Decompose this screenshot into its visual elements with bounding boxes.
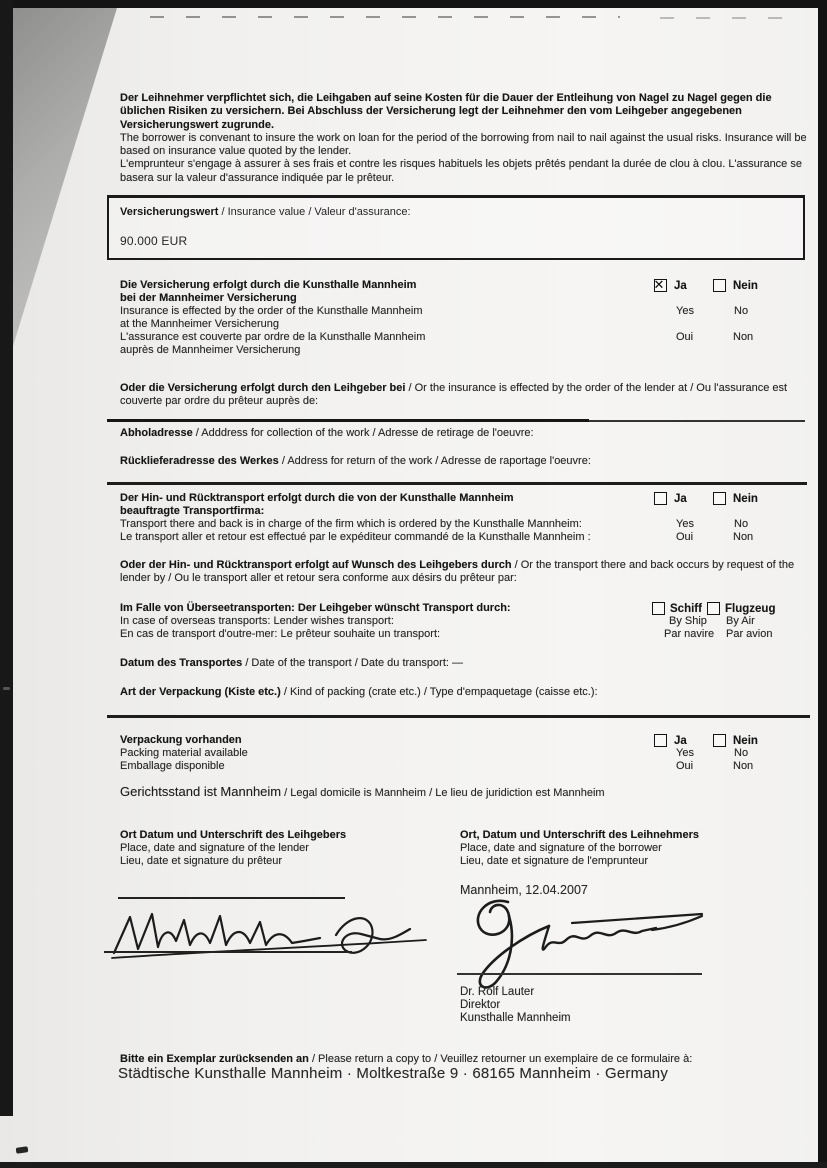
transport-de1: Der Hin- und Rücktransport erfolgt durch die von der Kunsthalle Mannheim bbox=[120, 492, 514, 504]
packing-kind-de: Art der Verpackung (Kiste etc.) bbox=[120, 686, 281, 698]
overseas-byship-label: By Ship bbox=[669, 615, 707, 627]
jurisdiction-rest: / Legal domicile is Mannheim / Le lieu de juridiction est Mannheim bbox=[281, 787, 605, 799]
divider-line-heavy bbox=[107, 419, 589, 423]
checkbox-label: Schiff bbox=[670, 602, 702, 615]
lender-sig-header-de: Ort Datum und Unterschrift des Leihgebers bbox=[120, 829, 347, 841]
insurance-no-label: No bbox=[734, 305, 749, 317]
or-transport-rest: / Or the transport there and back occurs by request of the lender by / Ou le transport aller et retour sera conforme aux désirs du prêteur par: bbox=[120, 559, 795, 585]
checkbox-label: Nein bbox=[733, 492, 758, 505]
checkbox-label: Ja bbox=[674, 734, 687, 747]
borrower-signature bbox=[452, 890, 714, 990]
scan-artifact bbox=[16, 1146, 29, 1154]
overseas-paravion-label: Par avion bbox=[726, 628, 773, 640]
insurance-value-box bbox=[107, 195, 805, 260]
checkbox-label: Ja bbox=[674, 279, 687, 292]
overseas-checkbox-schiff[interactable] bbox=[652, 602, 702, 615]
scan-artifact bbox=[150, 16, 620, 18]
lender-sig-header-en: Place, date and signature of the lender bbox=[120, 842, 309, 854]
insurance-yes-label: Yes bbox=[676, 305, 694, 317]
transport-date-line bbox=[120, 657, 463, 670]
scan-edge-right bbox=[818, 0, 827, 1168]
insurance-checkbox-ja[interactable] bbox=[654, 279, 687, 292]
lender-signature bbox=[108, 901, 498, 965]
intro-text-de: Der Leihnehmer verpflichtet sich, die Leihgaben auf seine Kosten für die Dauer der Entleihung von Nagel zu Nagel gegen die üblichen Risiken zu versichern. Bei Abschluss der Versicherung legt der Leihnehmer den vom Leihgeber angegebenen Versicherungswert zugrunde. bbox=[120, 92, 772, 131]
borrower-signature-line bbox=[457, 973, 702, 975]
borrower-sig-header-en: Place, date and signature of the borrower bbox=[460, 842, 662, 854]
packing-oui-label: Oui bbox=[676, 760, 694, 772]
checkbox-icon bbox=[713, 492, 726, 505]
transport-checkbox-ja[interactable] bbox=[654, 492, 687, 505]
borrower-name: Dr. Rolf Lauter bbox=[460, 986, 535, 998]
lender-sig-header-fr: Lieu, date et signature du prêteur bbox=[120, 855, 283, 867]
insurance-value-label-rest: / Insurance value / Valeur d'assurance: bbox=[218, 206, 411, 218]
transport-oui-label: Oui bbox=[676, 531, 694, 543]
lender-signature-line bbox=[104, 951, 352, 953]
transport-date-de: Datum des Transportes bbox=[120, 657, 243, 669]
jurisdiction-de: Gerichtsstand ist Mannheim bbox=[120, 784, 282, 799]
checkbox-icon bbox=[654, 279, 667, 292]
overseas-en: In case of overseas transports: Lender wishes transport: bbox=[120, 615, 394, 627]
insurance-by-de1: Die Versicherung erfolgt durch die Kunsthalle Mannheim bbox=[120, 279, 417, 291]
insurance-checkbox-nein[interactable] bbox=[713, 279, 758, 292]
divider-line bbox=[107, 715, 810, 718]
checkbox-label: Flugzeug bbox=[725, 602, 776, 615]
borrower-sig-header-fr: Lieu, date et signature de l'emprunteur bbox=[460, 855, 648, 867]
transport-fr: Le transport aller et retour est effectué par le expéditeur commandé de la Kunsthalle Mannheim : bbox=[120, 531, 591, 543]
checkbox-icon bbox=[707, 602, 720, 615]
checkbox-label: Nein bbox=[733, 734, 758, 747]
insurance-by-fr2: auprès de Mannheimer Versicherung bbox=[120, 344, 301, 356]
packing-yes-label: Yes bbox=[676, 747, 694, 759]
packing-available-fr: Emballage disponible bbox=[120, 760, 225, 772]
borrower-sig-header-de: Ort, Datum und Unterschrift des Leihnehmers bbox=[460, 829, 699, 841]
overseas-parnavire-label: Par navire bbox=[664, 628, 715, 640]
scan-artifact bbox=[3, 687, 10, 690]
transport-no-label: No bbox=[734, 518, 749, 530]
insurance-non-label: Non bbox=[733, 331, 754, 343]
insurance-value-amount: 90.000 EUR bbox=[120, 234, 188, 248]
scan-edge-top bbox=[0, 0, 827, 8]
overseas-de: Im Falle von Überseetransporten: Der Leihgeber wünscht Transport durch: bbox=[120, 602, 511, 614]
or-transport-de: Oder der Hin- und Rücktransport erfolgt auf Wunsch des Leihgebers durch bbox=[120, 559, 512, 571]
or-insurance-rest: / Or the insurance is effected by the order of the lender at / Ou l'assurance est couverte par ordre du prêteur auprès de: bbox=[120, 382, 788, 408]
overseas-byair-label: By Air bbox=[726, 615, 755, 627]
insurance-value-label bbox=[120, 206, 411, 218]
insurance-by-en1: Insurance is effected by the order of the Kunsthalle Mannheim bbox=[120, 305, 423, 317]
packing-no-label: No bbox=[734, 747, 749, 759]
intro-text-fr: L'emprunteur s'engage à assurer à ses frais et contre les risques habituels les objets prêtés pendant la durée de clou à clou. L'assurance se basera sur la valeur d'assurance indiquée par le prêteur. bbox=[120, 158, 802, 184]
footer-note-rest: / Please return a copy to / Veuillez retourner un exemplaire de ce formulaire à: bbox=[308, 1053, 693, 1065]
transport-non-label: Non bbox=[733, 531, 754, 543]
footer-note-de: Bitte ein Exemplar zurücksenden an bbox=[120, 1053, 309, 1065]
or-transport-paragraph bbox=[120, 559, 815, 586]
pickup-address-de: Abholadresse bbox=[120, 427, 193, 439]
scan-edge-left bbox=[0, 0, 13, 1116]
transport-yes-label: Yes bbox=[676, 518, 694, 530]
borrower-place-date: Mannheim, 12.04.2007 bbox=[460, 883, 588, 897]
return-address-de: Rücklieferadresse des Werkes bbox=[120, 455, 279, 467]
checkbox-label: Nein bbox=[733, 279, 758, 292]
checkbox-icon bbox=[654, 734, 667, 747]
packing-kind-rest: / Kind of packing (crate etc.) / Type d'empaquetage (caisse etc.): bbox=[280, 686, 598, 698]
transport-en: Transport there and back is in charge of the firm which is ordered by the Kunsthalle Mannheim: bbox=[120, 518, 582, 530]
or-insurance-de: Oder die Versicherung erfolgt durch den Leihgeber bei bbox=[120, 382, 406, 394]
scan-artifact bbox=[660, 17, 785, 19]
checkbox-icon bbox=[654, 492, 667, 505]
transport-de2: beauftragte Transportfirma: bbox=[120, 505, 265, 517]
intro-text-en: The borrower is convenant to insure the work on loan for the period of the borrowing from nail to nail against the usual risks. Insurance will be based on insurance value quoted by the lender. bbox=[120, 131, 807, 158]
packing-checkbox-ja[interactable] bbox=[654, 734, 687, 747]
checkbox-icon bbox=[652, 602, 665, 615]
packing-available-de: Verpackung vorhanden bbox=[120, 734, 242, 746]
insurance-by-fr1: L'assurance est couverte par ordre de la Kunsthalle Mannheim bbox=[120, 331, 426, 343]
insurance-oui-label: Oui bbox=[676, 331, 694, 343]
pickup-address-rest: / Adddress for collection of the work / Adresse de retirage de l'oeuvre: bbox=[192, 427, 534, 439]
footer-return-address: Städtische Kunsthalle Mannheim · Moltkestraße 9 · 68165 Mannheim · Germany bbox=[118, 1065, 669, 1082]
page-corner-fold bbox=[13, 8, 117, 346]
return-address-line bbox=[120, 455, 591, 468]
pickup-address-line bbox=[120, 427, 534, 440]
overseas-checkbox-flugzeug[interactable] bbox=[707, 602, 775, 615]
checkbox-icon bbox=[713, 279, 726, 292]
borrower-org: Kunsthalle Mannheim bbox=[460, 1012, 571, 1024]
insurance-by-en2: at the Mannheimer Versicherung bbox=[120, 318, 279, 330]
jurisdiction-line bbox=[120, 785, 605, 800]
packing-kind-line bbox=[120, 686, 598, 699]
scan-edge-bottom bbox=[0, 1162, 827, 1168]
insurance-by-de2: bei der Mannheimer Versicherung bbox=[120, 292, 297, 304]
borrower-title: Direktor bbox=[460, 999, 501, 1011]
insurance-value-label-de: Versicherungswert bbox=[120, 206, 219, 218]
overseas-fr: En cas de transport d'outre-mer: Le prêteur souhaite un transport: bbox=[120, 628, 441, 640]
transport-date-rest: / Date of the transport / Date du transport: — bbox=[242, 657, 463, 669]
divider-line bbox=[107, 482, 807, 485]
checkbox-icon bbox=[713, 734, 726, 747]
lender-pre-signature-line bbox=[118, 897, 345, 899]
packing-checkbox-nein[interactable] bbox=[713, 734, 758, 747]
transport-checkbox-nein[interactable] bbox=[713, 492, 758, 505]
checkbox-label: Ja bbox=[674, 492, 687, 505]
packing-available-en: Packing material available bbox=[120, 747, 248, 759]
return-address-rest: / Address for return of the work / Adresse de raportage l'oeuvre: bbox=[278, 455, 591, 467]
or-insurance-paragraph bbox=[120, 382, 815, 409]
packing-non-label: Non bbox=[733, 760, 754, 772]
intro-paragraph bbox=[120, 92, 813, 185]
